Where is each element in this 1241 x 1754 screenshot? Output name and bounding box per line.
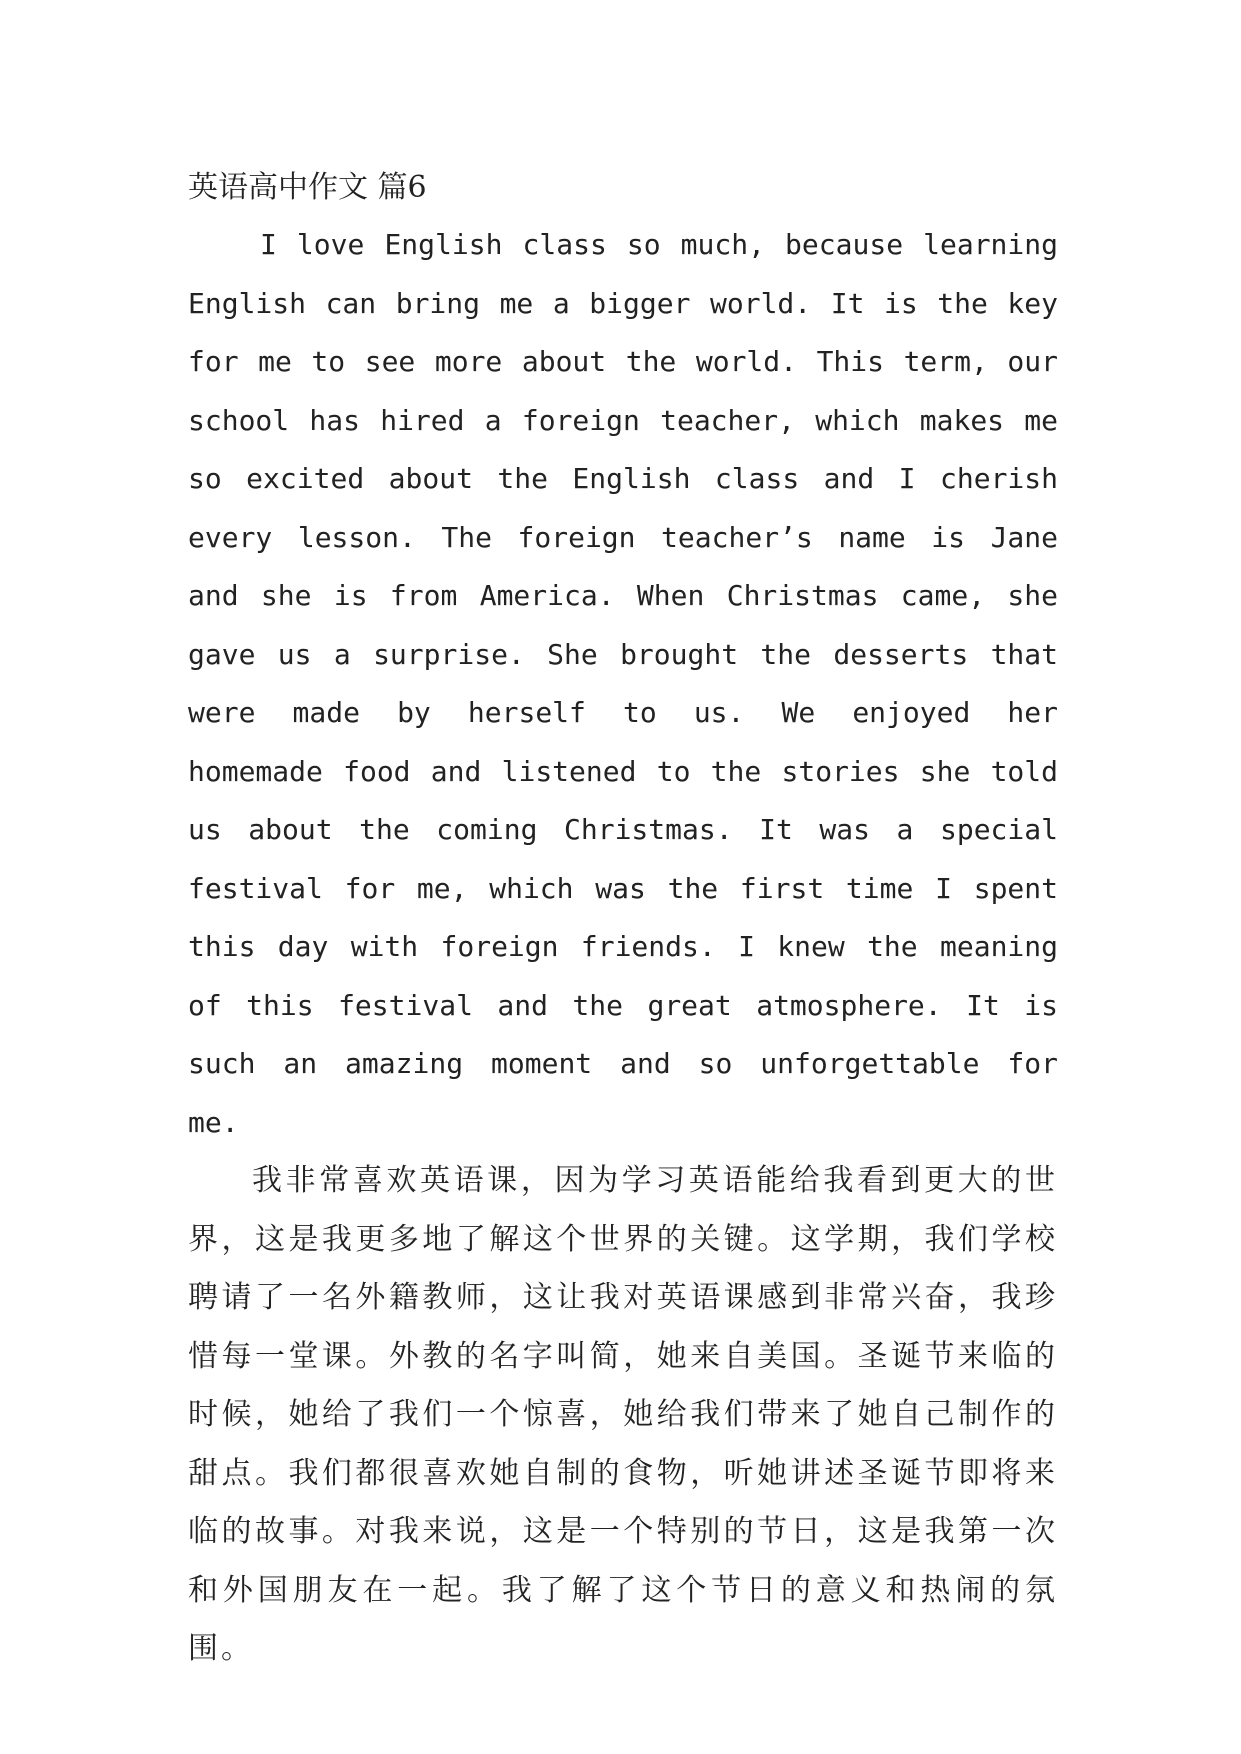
- english-paragraph: I love English class so much, because learning English can bring me a bigger world. It is the key for me to see more about the world. This term, our school has hired a foreign teacher, which makes me so excited about the English class and I cherish every lesson. The foreign teacher’s name is Jane and she is from America. When Christmas came, she gave us a surprise. She brought the desserts that were made by herself to us. We enjoyed her homemade food and listened to the stories she told us about the coming Christmas. It was a special festival for me, which was the first time I spent this day with foreign friends. I knew the meaning of this festival and the great atmosphere. It is such an amazing moment and so unforgettable for me.: [188, 228, 1058, 1139]
- document-body: [188, 160, 1058, 1679]
- essay-title: 英语高中作文 篇6: [188, 170, 427, 205]
- chinese-paragraph: 我非常喜欢英语课，因为学习英语能给我看到更大的世界，这是我更多地了解这个世界的关键。这学期，我们学校聘请了一名外籍教师，这让我对英语课感到非常兴奋，我珍惜每一堂课。外教的名字叫简，她来自美国。圣诞节来临的时候，她给了我们一个惊喜，她给我们带来了她自己制作的甜点。我们都很喜欢她自制的食物，听她讲述圣诞节即将来临的故事。对我来说，这是一个特别的节日，这是我第一次和外国朋友在一起。我了解了这个节日的意义和热闹的氛围。: [188, 1163, 1058, 1666]
